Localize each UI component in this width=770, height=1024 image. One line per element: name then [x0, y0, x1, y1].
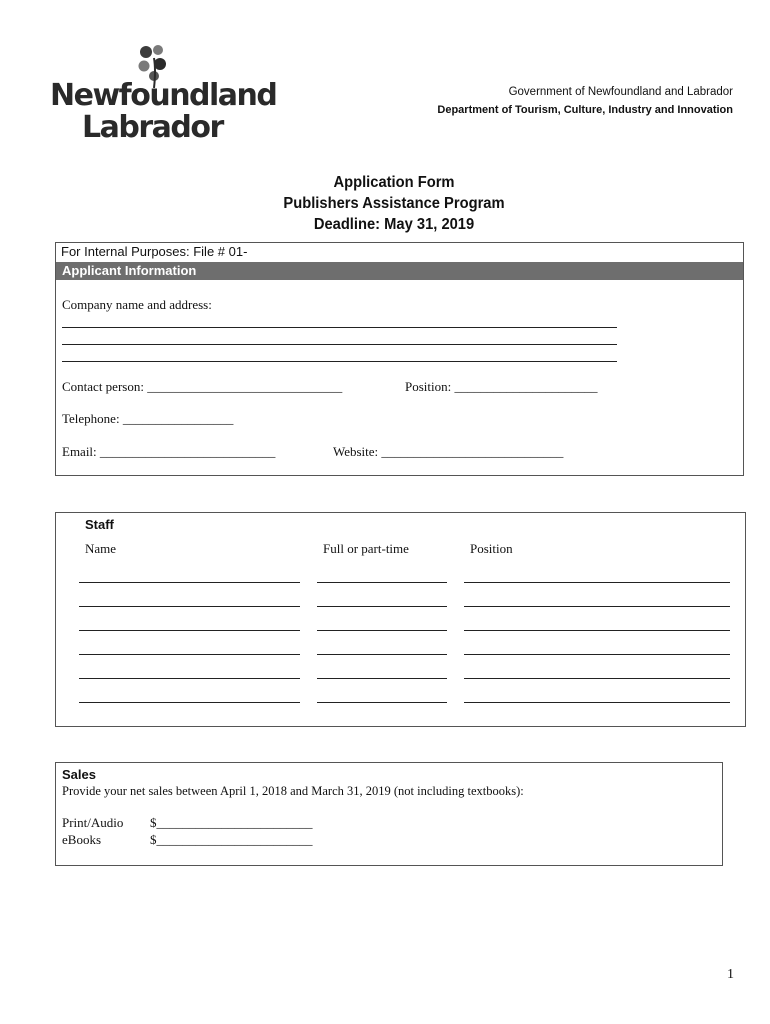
logo-line1: Newfoundland	[50, 78, 277, 113]
name-column-header: Name	[85, 541, 117, 556]
sales-description: Provide your net sales between April 1, 2018 and March 31, 2019 (not including textbooks):	[62, 784, 524, 798]
page-number: 1	[727, 967, 734, 982]
staff-position-field[interactable]	[464, 582, 730, 583]
staff-time-field[interactable]	[317, 702, 447, 703]
time-column-header: Full or part-time	[323, 541, 409, 556]
staff-name-field[interactable]	[79, 654, 300, 655]
program-title: Publishers Assistance Program	[283, 195, 505, 212]
logo-line2: Labrador	[82, 110, 223, 145]
staff-position-field[interactable]	[464, 606, 730, 607]
contact-person-field[interactable]: Contact person: ______________________________	[62, 379, 343, 394]
staff-position-field[interactable]	[464, 678, 730, 679]
form-title: Application Form	[333, 174, 455, 191]
staff-position-field[interactable]	[464, 702, 730, 703]
email-field[interactable]: Email: ___________________________	[62, 444, 276, 459]
staff-name-field[interactable]	[79, 630, 300, 631]
staff-time-field[interactable]	[317, 654, 447, 655]
telephone-field[interactable]: Telephone: _________________	[62, 411, 234, 426]
position-field[interactable]: Position: ______________________	[405, 379, 598, 394]
department-name: Department of Tourism, Culture, Industry and Innovation	[437, 104, 733, 116]
government-name: Government of Newfoundland and Labrador	[508, 86, 733, 98]
ebooks-sales-field[interactable]: $________________________	[150, 832, 313, 847]
print-audio-label: Print/Audio	[62, 815, 124, 830]
internal-file-label: For Internal Purposes: File # 01-	[61, 244, 248, 259]
staff-name-field[interactable]	[79, 678, 300, 679]
deadline-title: Deadline: May 31, 2019	[313, 216, 475, 233]
ebooks-label: eBooks	[62, 832, 101, 847]
applicant-section-title: Applicant Information	[56, 262, 743, 280]
staff-time-field[interactable]	[317, 678, 447, 679]
staff-section	[55, 512, 746, 727]
nl-logo	[50, 44, 277, 148]
website-field[interactable]: Website: ____________________________	[333, 444, 564, 459]
staff-position-field[interactable]	[464, 654, 730, 655]
staff-position-field[interactable]	[464, 630, 730, 631]
staff-name-field[interactable]	[79, 606, 300, 607]
staff-name-field[interactable]	[79, 582, 300, 583]
staff-time-field[interactable]	[317, 630, 447, 631]
staff-time-field[interactable]	[317, 582, 447, 583]
staff-section-title: Staff	[85, 517, 114, 532]
company-label: Company name and address:	[62, 297, 212, 312]
company-address-field[interactable]	[62, 344, 617, 345]
position-column-header: Position	[470, 541, 513, 556]
company-address-field[interactable]	[62, 327, 617, 328]
print-audio-sales-field[interactable]: $________________________	[150, 815, 313, 830]
staff-time-field[interactable]	[317, 606, 447, 607]
company-address-field[interactable]	[62, 361, 617, 362]
sales-section-title: Sales	[62, 767, 96, 782]
sales-section	[55, 762, 723, 866]
applicant-section	[55, 242, 744, 476]
staff-name-field[interactable]	[79, 702, 300, 703]
